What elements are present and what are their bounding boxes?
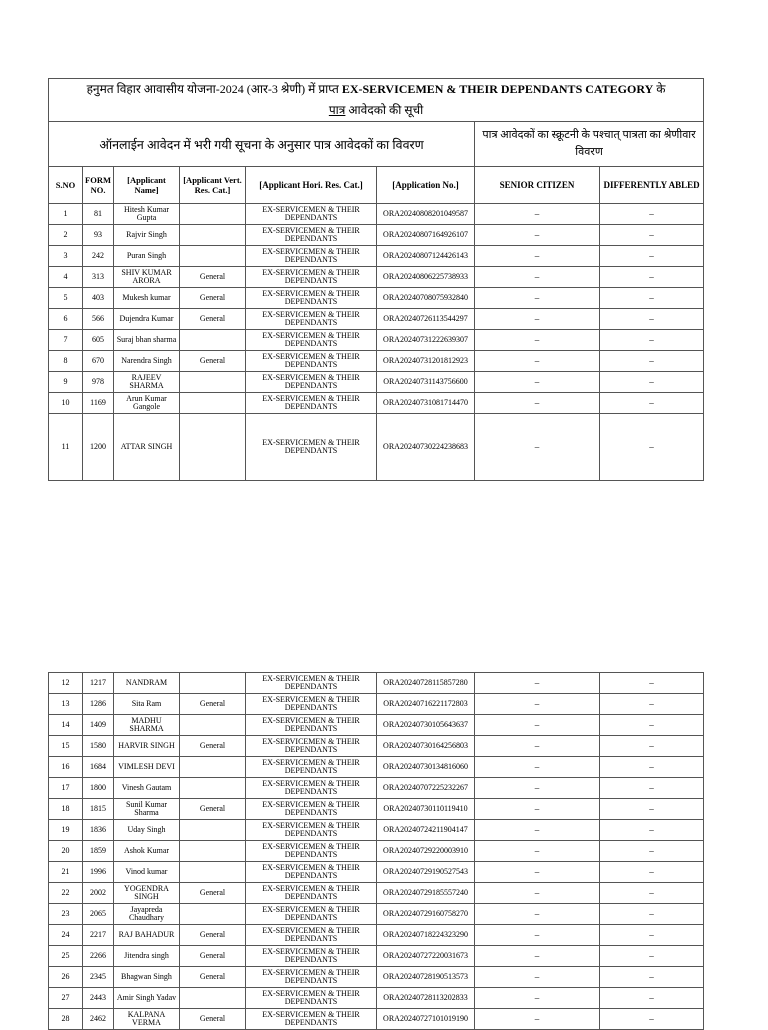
cell-sno: 4 [49,267,83,288]
cell-sno: 12 [49,673,83,694]
table-row [49,946,704,967]
table-row [49,862,704,883]
cell-hori-res-cat: EX-SERVICEMEN & THEIR DEPENDANTS [246,967,377,988]
cell-applicant-name: Narendra Singh [114,351,180,372]
cell-differently-abled: – [600,820,704,841]
table-row [49,351,704,372]
cell-vert-res-cat [180,778,246,799]
cell-applicant-name: Uday Singh [114,820,180,841]
cell-form-no: 566 [83,309,114,330]
cell-form-no: 2217 [83,925,114,946]
cell-differently-abled: – [600,841,704,862]
cell-senior-citizen: – [475,1009,600,1030]
cell-form-no: 1169 [83,393,114,414]
cell-vert-res-cat [180,225,246,246]
cell-differently-abled: – [600,1009,704,1030]
cell-form-no: 605 [83,330,114,351]
cell-vert-res-cat: General [180,694,246,715]
cell-hori-res-cat: EX-SERVICEMEN & THEIR DEPENDANTS [246,246,377,267]
cell-application-no: ORA20240730134816060 [377,757,475,778]
cell-hori-res-cat: EX-SERVICEMEN & THEIR DEPENDANTS [246,351,377,372]
table-row [49,267,704,288]
cell-form-no: 1409 [83,715,114,736]
cell-sno: 2 [49,225,83,246]
cell-vert-res-cat [180,246,246,267]
cell-application-no: ORA20240716221172803 [377,694,475,715]
cell-senior-citizen: – [475,778,600,799]
cell-hori-res-cat: EX-SERVICEMEN & THEIR DEPENDANTS [246,883,377,904]
cell-vert-res-cat [180,414,246,481]
cell-applicant-name: ATTAR SINGH [114,414,180,481]
table-row [49,309,704,330]
cell-sno: 24 [49,925,83,946]
cell-senior-citizen: – [475,757,600,778]
cell-hori-res-cat: EX-SERVICEMEN & THEIR DEPENDANTS [246,862,377,883]
cell-hori-res-cat: EX-SERVICEMEN & THEIR DEPENDANTS [246,267,377,288]
cell-differently-abled: – [600,309,704,330]
cell-vert-res-cat: General [180,736,246,757]
column-header-row [49,167,704,204]
cell-senior-citizen: – [475,988,600,1009]
cell-senior-citizen: – [475,372,600,393]
cell-sno: 3 [49,246,83,267]
document-title [49,79,704,122]
cell-form-no: 978 [83,372,114,393]
cell-form-no: 1200 [83,414,114,481]
cell-applicant-name: Ashok Kumar [114,841,180,862]
cell-sno: 6 [49,309,83,330]
col-header-hori-res-cat: [Applicant Hori. Res. Cat.] [246,167,377,204]
cell-hori-res-cat: EX-SERVICEMEN & THEIR DEPENDANTS [246,204,377,225]
table-row [49,393,704,414]
col-header-application-no: [Application No.] [377,167,475,204]
cell-senior-citizen: – [475,883,600,904]
cell-differently-abled: – [600,330,704,351]
cell-senior-citizen: – [475,309,600,330]
cell-hori-res-cat: EX-SERVICEMEN & THEIR DEPENDANTS [246,393,377,414]
cell-application-no: ORA20240724211904147 [377,820,475,841]
cell-application-no: ORA20240731081714470 [377,393,475,414]
table-row [49,904,704,925]
cell-application-no: ORA20240731143756600 [377,372,475,393]
cell-senior-citizen: – [475,288,600,309]
cell-application-no: ORA20240731201812923 [377,351,475,372]
cell-differently-abled: – [600,351,704,372]
cell-application-no: ORA20240730164256803 [377,736,475,757]
cell-form-no: 2266 [83,946,114,967]
cell-vert-res-cat [180,393,246,414]
cell-senior-citizen: – [475,225,600,246]
cell-differently-abled: – [600,988,704,1009]
table-row [49,330,704,351]
table-row [49,715,704,736]
cell-applicant-name: Arun Kumar Gangole [114,393,180,414]
cell-differently-abled: – [600,288,704,309]
table-row [49,967,704,988]
cell-applicant-name: RAJEEV SHARMA [114,372,180,393]
col-header-sno: S.NO [49,167,83,204]
cell-applicant-name: MADHU SHARMA [114,715,180,736]
cell-hori-res-cat: EX-SERVICEMEN & THEIR DEPENDANTS [246,715,377,736]
cell-sno: 20 [49,841,83,862]
cell-sno: 17 [49,778,83,799]
title-eligible-word: पात्र [328,103,346,117]
cell-application-no: ORA20240727220031673 [377,946,475,967]
table-row [49,246,704,267]
cell-sno: 7 [49,330,83,351]
cell-applicant-name: Jayapreda Chaudhary [114,904,180,925]
table-row [49,988,704,1009]
cell-applicant-name: Bhagwan Singh [114,967,180,988]
cell-vert-res-cat: General [180,267,246,288]
cell-applicant-name: Suraj bhan sharma [114,330,180,351]
table-row [49,694,704,715]
cell-application-no: ORA20240728113202833 [377,988,475,1009]
cell-hori-res-cat: EX-SERVICEMEN & THEIR DEPENDANTS [246,225,377,246]
cell-applicant-name: Jitendra singh [114,946,180,967]
cell-application-no: ORA20240729160758270 [377,904,475,925]
table-body-page-2 [49,673,704,1030]
cell-form-no: 1996 [83,862,114,883]
cell-sno: 21 [49,862,83,883]
cell-sno: 11 [49,414,83,481]
table-row [49,372,704,393]
cell-sno: 13 [49,694,83,715]
cell-hori-res-cat: EX-SERVICEMEN & THEIR DEPENDANTS [246,330,377,351]
cell-senior-citizen: – [475,799,600,820]
cell-hori-res-cat: EX-SERVICEMEN & THEIR DEPENDANTS [246,288,377,309]
col-header-form-no: FORM NO. [83,167,114,204]
cell-hori-res-cat: EX-SERVICEMEN & THEIR DEPENDANTS [246,372,377,393]
cell-form-no: 2443 [83,988,114,1009]
table-body-page-1 [49,204,704,481]
cell-senior-citizen: – [475,267,600,288]
cell-hori-res-cat: EX-SERVICEMEN & THEIR DEPENDANTS [246,799,377,820]
cell-hori-res-cat: EX-SERVICEMEN & THEIR DEPENDANTS [246,946,377,967]
cell-sno: 27 [49,988,83,1009]
cell-senior-citizen: – [475,694,600,715]
cell-vert-res-cat: General [180,946,246,967]
table-row [49,883,704,904]
cell-application-no: ORA20240729185557240 [377,883,475,904]
cell-senior-citizen: – [475,967,600,988]
cell-vert-res-cat: General [180,799,246,820]
cell-applicant-name: NANDRAM [114,673,180,694]
cell-application-no: ORA20240729220003910 [377,841,475,862]
cell-differently-abled: – [600,946,704,967]
cell-form-no: 1286 [83,694,114,715]
cell-form-no: 2462 [83,1009,114,1030]
cell-form-no: 670 [83,351,114,372]
cell-form-no: 1800 [83,778,114,799]
cell-differently-abled: – [600,694,704,715]
cell-hori-res-cat: EX-SERVICEMEN & THEIR DEPENDANTS [246,904,377,925]
cell-vert-res-cat [180,862,246,883]
cell-applicant-name: Hitesh Kumar Gupta [114,204,180,225]
cell-form-no: 1859 [83,841,114,862]
cell-vert-res-cat: General [180,351,246,372]
cell-application-no: ORA20240728115857280 [377,673,475,694]
cell-differently-abled: – [600,778,704,799]
cell-application-no: ORA20240806225738933 [377,267,475,288]
cell-differently-abled: – [600,862,704,883]
table-row [49,799,704,820]
cell-senior-citizen: – [475,393,600,414]
cell-senior-citizen: – [475,351,600,372]
cell-hori-res-cat: EX-SERVICEMEN & THEIR DEPENDANTS [246,925,377,946]
cell-application-no: ORA20240708075932840 [377,288,475,309]
cell-application-no: ORA20240730110119410 [377,799,475,820]
cell-form-no: 93 [83,225,114,246]
cell-applicant-name: Dujendra Kumar [114,309,180,330]
cell-vert-res-cat [180,204,246,225]
eligible-applicants-table-page-1 [48,78,704,481]
cell-vert-res-cat [180,904,246,925]
cell-hori-res-cat: EX-SERVICEMEN & THEIR DEPENDANTS [246,673,377,694]
cell-vert-res-cat [180,841,246,862]
cell-hori-res-cat: EX-SERVICEMEN & THEIR DEPENDANTS [246,414,377,481]
cell-form-no: 1815 [83,799,114,820]
cell-vert-res-cat [180,715,246,736]
cell-differently-abled: – [600,673,704,694]
cell-applicant-name: Sita Ram [114,694,180,715]
cell-hori-res-cat: EX-SERVICEMEN & THEIR DEPENDANTS [246,820,377,841]
online-application-details-heading: ऑनलाईन आवेदन में भरी गयी सूचना के अनुसार पात्र आवेदकों का विवरण [49,122,475,167]
cell-vert-res-cat [180,988,246,1009]
cell-form-no: 1217 [83,673,114,694]
cell-sno: 28 [49,1009,83,1030]
cell-differently-abled: – [600,225,704,246]
cell-hori-res-cat: EX-SERVICEMEN & THEIR DEPENDANTS [246,309,377,330]
cell-application-no: ORA20240731222639307 [377,330,475,351]
cell-senior-citizen: – [475,204,600,225]
cell-hori-res-cat: EX-SERVICEMEN & THEIR DEPENDANTS [246,841,377,862]
cell-hori-res-cat: EX-SERVICEMEN & THEIR DEPENDANTS [246,736,377,757]
cell-application-no: ORA20240808201049587 [377,204,475,225]
cell-hori-res-cat: EX-SERVICEMEN & THEIR DEPENDANTS [246,1009,377,1030]
cell-senior-citizen: – [475,715,600,736]
cell-senior-citizen: – [475,246,600,267]
table-row [49,414,704,481]
cell-applicant-name: Vinesh Gautam [114,778,180,799]
table-row [49,736,704,757]
cell-sno: 22 [49,883,83,904]
table-row [49,673,704,694]
cell-sno: 18 [49,799,83,820]
cell-sno: 10 [49,393,83,414]
cell-vert-res-cat: General [180,967,246,988]
cell-form-no: 2065 [83,904,114,925]
col-header-differently-abled: DIFFERENTLY ABLED [600,167,704,204]
cell-senior-citizen: – [475,862,600,883]
cell-application-no: ORA20240730224238683 [377,414,475,481]
cell-application-no: ORA20240730105643637 [377,715,475,736]
col-header-applicant-name: [Applicant Name] [114,167,180,204]
cell-hori-res-cat: EX-SERVICEMEN & THEIR DEPENDANTS [246,694,377,715]
cell-sno: 26 [49,967,83,988]
cell-application-no: ORA20240729190527543 [377,862,475,883]
cell-differently-abled: – [600,925,704,946]
scrutiny-category-heading: पात्र आवेदकों का स्क्रूटनी के पश्चात् पात्रता का श्रेणीवार विवरण [475,122,704,167]
cell-applicant-name: Rajvir Singh [114,225,180,246]
cell-differently-abled: – [600,904,704,925]
table-row [49,778,704,799]
table-row [49,841,704,862]
cell-vert-res-cat [180,673,246,694]
col-header-senior-citizen: SENIOR CITIZEN [475,167,600,204]
cell-differently-abled: – [600,883,704,904]
cell-form-no: 2002 [83,883,114,904]
cell-sno: 5 [49,288,83,309]
cell-differently-abled: – [600,967,704,988]
cell-senior-citizen: – [475,673,600,694]
cell-senior-citizen: – [475,414,600,481]
cell-sno: 9 [49,372,83,393]
eligible-applicants-table-page-2 [48,672,704,1030]
cell-applicant-name: HARVIR SINGH [114,736,180,757]
cell-senior-citizen: – [475,736,600,757]
cell-differently-abled: – [600,414,704,481]
cell-form-no: 81 [83,204,114,225]
cell-form-no: 1684 [83,757,114,778]
cell-differently-abled: – [600,799,704,820]
cell-differently-abled: – [600,267,704,288]
table-row [49,925,704,946]
cell-applicant-name: KALPANA VERMA [114,1009,180,1030]
cell-differently-abled: – [600,715,704,736]
cell-hori-res-cat: EX-SERVICEMEN & THEIR DEPENDANTS [246,778,377,799]
table-row [49,204,704,225]
cell-application-no: ORA20240726113544297 [377,309,475,330]
cell-applicant-name: VIMLESH DEVI [114,757,180,778]
cell-differently-abled: – [600,372,704,393]
cell-vert-res-cat: General [180,925,246,946]
cell-sno: 15 [49,736,83,757]
cell-senior-citizen: – [475,904,600,925]
cell-form-no: 1580 [83,736,114,757]
cell-application-no: ORA20240807124426143 [377,246,475,267]
cell-applicant-name: Puran Singh [114,246,180,267]
cell-senior-citizen: – [475,820,600,841]
cell-vert-res-cat [180,372,246,393]
cell-applicant-name: Mukesh kumar [114,288,180,309]
title-hindi-end: के [656,82,666,96]
cell-form-no: 403 [83,288,114,309]
cell-sno: 25 [49,946,83,967]
cell-sno: 23 [49,904,83,925]
table-row [49,288,704,309]
cell-hori-res-cat: EX-SERVICEMEN & THEIR DEPENDANTS [246,757,377,778]
cell-application-no: ORA20240728190513573 [377,967,475,988]
col-header-vert-res-cat: [Applicant Vert. Res. Cat.] [180,167,246,204]
cell-vert-res-cat: General [180,883,246,904]
cell-vert-res-cat: General [180,1009,246,1030]
cell-applicant-name: RAJ BAHADUR [114,925,180,946]
table-row [49,225,704,246]
cell-form-no: 242 [83,246,114,267]
cell-vert-res-cat [180,820,246,841]
cell-applicant-name: Amir Singh Yadav [114,988,180,1009]
cell-differently-abled: – [600,393,704,414]
cell-differently-abled: – [600,246,704,267]
cell-vert-res-cat [180,330,246,351]
cell-vert-res-cat [180,757,246,778]
cell-vert-res-cat: General [180,288,246,309]
cell-application-no: ORA20240807164926107 [377,225,475,246]
cell-differently-abled: – [600,204,704,225]
table-row [49,757,704,778]
cell-sno: 1 [49,204,83,225]
cell-form-no: 2345 [83,967,114,988]
cell-form-no: 1836 [83,820,114,841]
cell-vert-res-cat: General [180,309,246,330]
cell-senior-citizen: – [475,946,600,967]
cell-applicant-name: YOGENDRA SINGH [114,883,180,904]
cell-form-no: 313 [83,267,114,288]
title-hindi-part: हनुमत विहार आवासीय योजना-2024 (आर-3 श्रेणी) में प्राप्त [86,82,339,96]
cell-senior-citizen: – [475,841,600,862]
title-list-word: आवेदको की सूची [348,103,424,117]
cell-senior-citizen: – [475,925,600,946]
cell-applicant-name: Vinod kumar [114,862,180,883]
cell-applicant-name: SHIV KUMAR ARORA [114,267,180,288]
cell-application-no: ORA20240707225232267 [377,778,475,799]
title-category: EX-SERVICEMEN & THEIR DEPENDANTS CATEGORY [341,82,654,96]
cell-hori-res-cat: EX-SERVICEMEN & THEIR DEPENDANTS [246,988,377,1009]
cell-sno: 14 [49,715,83,736]
cell-sno: 19 [49,820,83,841]
cell-applicant-name: Sunil Kumar Sharma [114,799,180,820]
cell-application-no: ORA20240718224323290 [377,925,475,946]
cell-sno: 8 [49,351,83,372]
cell-application-no: ORA20240727101019190 [377,1009,475,1030]
cell-sno: 16 [49,757,83,778]
table-row [49,820,704,841]
table-row [49,1009,704,1030]
cell-differently-abled: – [600,757,704,778]
cell-senior-citizen: – [475,330,600,351]
cell-differently-abled: – [600,736,704,757]
